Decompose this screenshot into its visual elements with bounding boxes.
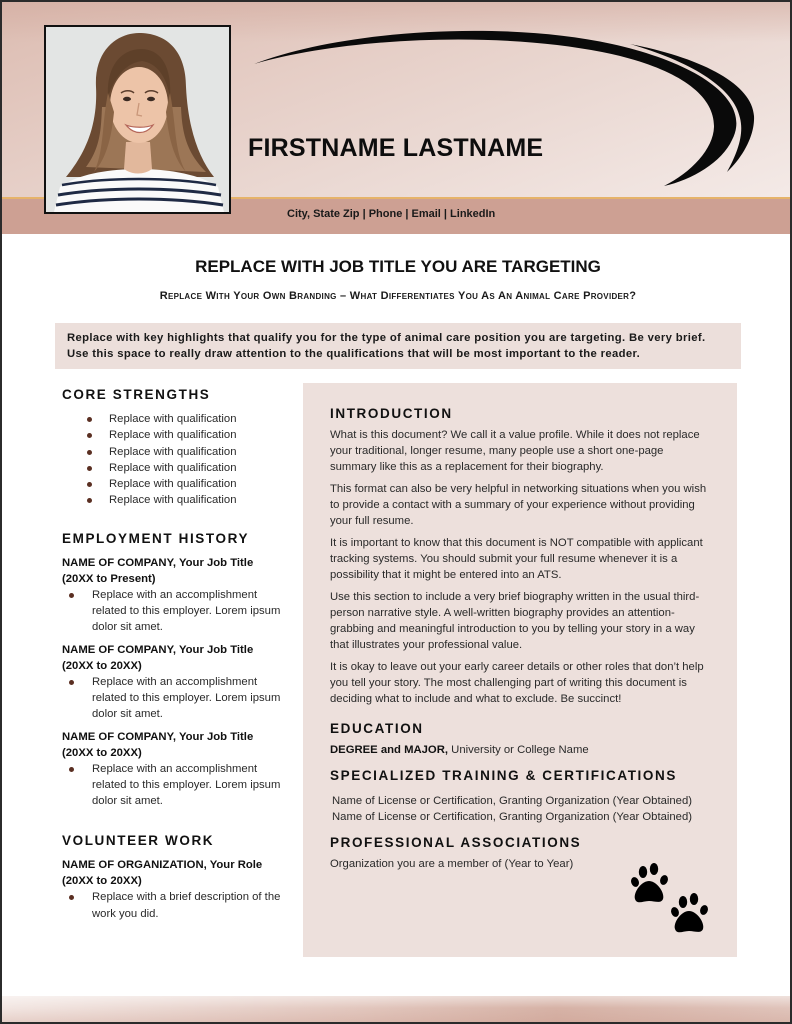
list-item-text: Replace with qualification (109, 413, 237, 425)
list-item-text: Replace with qualification (109, 445, 237, 458)
job-entry (62, 555, 292, 636)
volunteer-title: VOLUNTEER WORK (62, 833, 215, 849)
certification-item: Name of License or Certification, Granting Organization (Year Obtained) (332, 811, 693, 823)
list-item (62, 761, 292, 810)
contact-info: City, State Zip | Phone | Email | LinkedIn (287, 208, 496, 220)
intro-paragraph: This format can also be very helpful in networking situations when you wish to provide a contact with a summary of your experience without providing your full resume. (330, 483, 707, 527)
job-bullets (62, 674, 292, 723)
highlights-box: Replace with key highlights that qualify you for the type of animal care position you are targeting. Be very brief. Use this space to really draw attention to the qualifications that will be most important to the reader. (55, 323, 741, 369)
bullet-icon (69, 593, 74, 598)
associations-title: PROFESSIONAL ASSOCIATIONS (330, 835, 582, 850)
certification-item: Name of License or Certification, Granting Organization (Year Obtained) (332, 795, 693, 807)
volunteer-org: NAME OF ORGANIZATION, Your Role (62, 859, 263, 872)
bullet-icon (69, 895, 74, 900)
bullet-icon (69, 680, 74, 685)
job-company: NAME OF COMPANY, Your Job Title (62, 556, 254, 569)
list-item (62, 889, 292, 922)
portrait-illustration (46, 27, 229, 212)
job-bullets (62, 587, 292, 636)
list-item (62, 427, 292, 443)
value-profile-box (303, 383, 737, 957)
bullet-icon (87, 466, 92, 471)
list-item (62, 587, 292, 636)
volunteer-bullets (62, 889, 292, 922)
job-company: NAME OF COMPANY, Your Job Title (62, 643, 254, 656)
list-item-text: Replace with an accomplishment related to this employer. Lorem ipsum dolor sit amet. (92, 762, 281, 808)
bullet-icon (69, 767, 74, 772)
list-item (62, 460, 292, 476)
school: University or College Name (448, 744, 589, 756)
list-item-text: Replace with qualification (109, 429, 237, 442)
core-strengths-list (62, 411, 292, 509)
list-item (62, 411, 292, 427)
candidate-name: FIRSTNAME LASTNAME (248, 134, 544, 162)
job-dates: (20XX to 20XX) (62, 746, 142, 759)
job-bullets (62, 761, 292, 810)
branding-statement: Replace With Your Own Branding – What Differentiates You As An Animal Care Provider? (159, 290, 637, 302)
list-item-text: Replace with an accomplishment related to this employer. Lorem ipsum dolor sit amet. (92, 588, 281, 634)
core-strengths-title: CORE STRENGTHS (62, 387, 211, 402)
list-item-text: Replace with a brief description of the work you did. (92, 891, 281, 920)
intro-paragraph: What is this document? We call it a value profile. While it does not replace your traditional, longer resume, many people use a short one-page summary like this as a replacement for their biography. (330, 429, 700, 473)
job-dates: (20XX to 20XX) (62, 659, 142, 672)
intro-paragraph: It is okay to leave out your early career details or other roles that don’t help you tell your story. The most challenging part of writing this document is deciding what to include and what to exclude. Be succinct! (330, 661, 704, 705)
volunteer-dates: (20XX to 20XX) (62, 875, 142, 888)
paw-prints-icon (631, 863, 715, 939)
list-item (62, 674, 292, 723)
list-item (62, 476, 292, 492)
list-item (62, 492, 292, 508)
intro-paragraph: It is important to know that this document is NOT compatible with applicant tracking systems. You should submit your full resume whenever it is a possibility that it might be entered into an ATS. (330, 537, 703, 581)
footer-shade (2, 996, 792, 1024)
degree: DEGREE and MAJOR, (330, 744, 449, 756)
training-title: SPECIALIZED TRAINING & CERTIFICATIONS (330, 768, 677, 783)
list-item-text: Replace with qualification (109, 461, 237, 474)
association-item: Organization you are a member of (Year to Year) (330, 858, 574, 870)
employment-title: EMPLOYMENT HISTORY (62, 530, 250, 546)
bullet-icon (87, 417, 92, 422)
bullet-icon (87, 498, 92, 503)
list-item-text: Replace with qualification (109, 478, 237, 491)
education-entry (330, 742, 710, 758)
swoosh-decoration (252, 22, 772, 192)
list-item (62, 444, 292, 460)
bullet-icon (87, 482, 92, 487)
job-entry (62, 642, 292, 723)
list-item-text: Replace with qualification (109, 494, 237, 507)
introduction-title: INTRODUCTION (330, 406, 453, 421)
left-column (62, 387, 292, 922)
bullet-icon (87, 433, 92, 438)
volunteer-entry (62, 857, 292, 922)
intro-paragraph: Use this section to include a very brief biography written in the usual third-person narrative style. A well-written biography provides an attention-grabbing and meaningful introduction to you by telling your story in a way that illustrates your professional value. (330, 591, 700, 651)
education-title: EDUCATION (330, 721, 424, 736)
list-item-text: Replace with an accomplishment related to this employer. Lorem ipsum dolor sit amet. (92, 675, 281, 721)
bullet-icon (87, 450, 92, 455)
job-company: NAME OF COMPANY, Your Job Title (62, 730, 254, 743)
job-title: REPLACE WITH JOB TITLE YOU ARE TARGETING (195, 257, 601, 276)
portrait-photo (44, 25, 231, 214)
job-entry (62, 729, 292, 810)
job-dates: (20XX to Present) (62, 572, 156, 585)
